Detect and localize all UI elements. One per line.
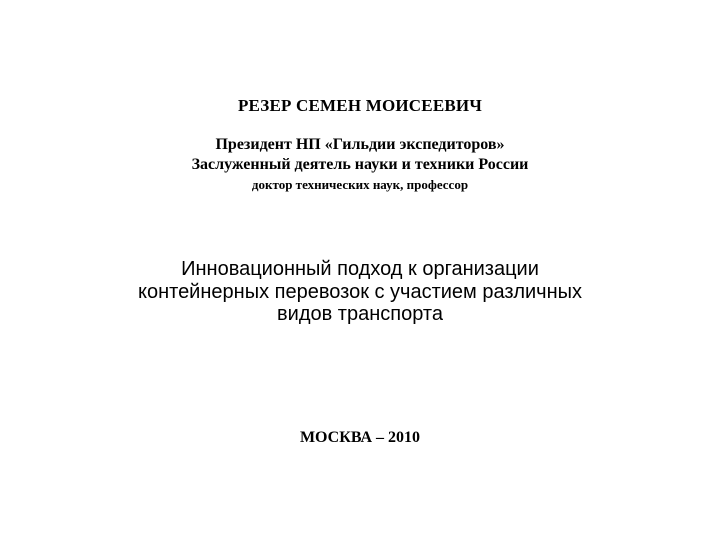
- document-title-line-3: видов транспорта: [277, 303, 443, 325]
- document-title-line-2: контейнерных перевозок с участием различных: [137, 281, 583, 303]
- author-academic-degree: доктор технических наук, профессор: [251, 177, 469, 192]
- author-honorary-title: Заслуженный деятель науки и техники России: [191, 156, 529, 173]
- document-title-line-1: Инновационный подход к организации: [181, 258, 539, 280]
- author-position-president: Президент НП «Гильдии экспедиторов»: [215, 136, 505, 153]
- author-name: РЕЗЕР СЕМЕН МОИСЕЕВИЧ: [237, 96, 483, 115]
- city-year: МОСКВА – 2010: [299, 429, 421, 446]
